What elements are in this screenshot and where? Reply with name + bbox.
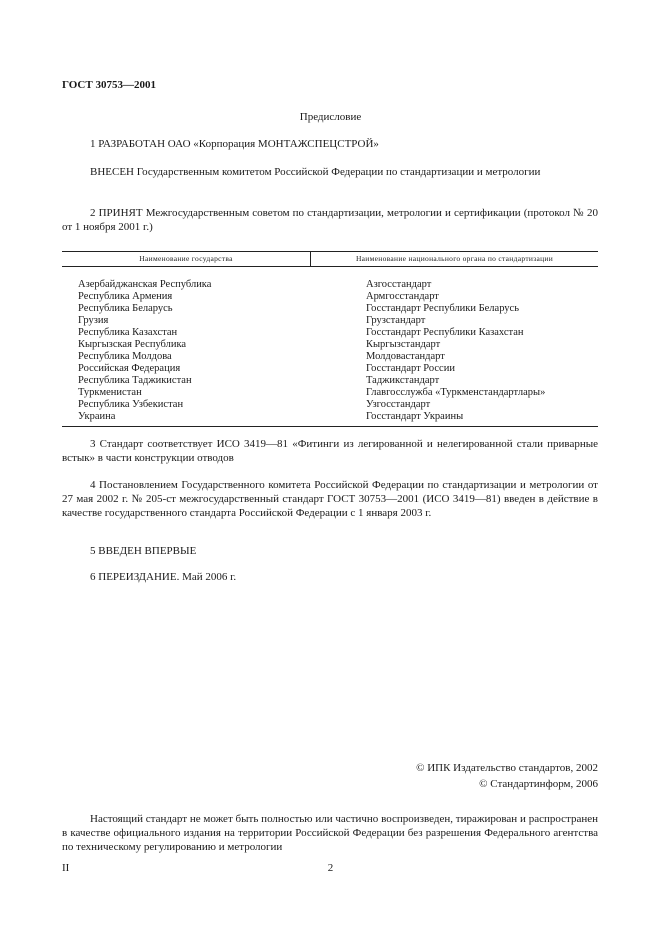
paragraph-reissue: 6 ПЕРЕИЗДАНИЕ. Май 2006 г. [90, 571, 237, 583]
table-cell-state: Республика Беларусь [78, 303, 173, 314]
page-title: Предисловие [299, 111, 362, 123]
table-cell-body: Молдовастандарт [366, 351, 445, 362]
page-number: 2 [327, 862, 334, 874]
table-cell-body: Кыргызстандарт [366, 339, 441, 350]
paragraph-resolution: 4 Постановлением Государственного комитета Российской Федерации по стандартизации и метрологии от 27 мая 2002 г. № 205-ст межгосударственный стандарт ГОСТ 30753—2001 (ИСО 3419—81) введен в действие в качестве государственного стандарта Российской Федерации с 1 января 2003 г. [62, 479, 598, 519]
bodies-column [310, 279, 598, 423]
paragraph-conformity: 3 Стандарт соответствует ИСО 3419—81 «Фитинги из легированной и нелегированной стали приварные встык» в части конструкции отводов [62, 438, 598, 464]
header-body: Наименование национального органа по стандартизации [355, 254, 554, 263]
copyright-notice: Настоящий стандарт не может быть полностью или частично воспроизведен, тиражирован и распространен в качестве официального издания на территории Российской Федерации без разрешения Федерального агентства по техническому регулированию и метрологии [62, 813, 598, 853]
table-cell-state: Грузия [78, 315, 109, 326]
table-cell-state: Республика Армения [78, 291, 173, 302]
table-cell-body: Госстандарт Украины [366, 411, 464, 422]
table-cell-body: Грузстандарт [366, 315, 426, 326]
states-column [62, 279, 310, 423]
copyright-line-2: © Стандартинформ, 2006 [479, 778, 598, 790]
table-cell-body: Главгосслужба «Туркменстандартлары» [366, 387, 546, 398]
member-states-table [62, 251, 598, 427]
table-cell-body: Госстандарт Республики Беларусь [366, 303, 520, 314]
paragraph-adopted: 2 ПРИНЯТ Межгосударственным советом по стандартизации, метрологии и сертификации (протокол № 20 от 1 ноября 2001 г.) [62, 207, 598, 233]
table-cell-body: Армгосстандарт [366, 291, 439, 302]
table-cell-state: Республика Молдова [78, 351, 172, 362]
table-cell-body: Азгосстандарт [366, 279, 432, 290]
table-cell-body: Таджикстандарт [366, 375, 440, 386]
header-state: Наименование государства [62, 252, 311, 266]
table-body [62, 267, 598, 427]
table-header [62, 251, 598, 267]
table-cell-body: Госстандарт Республики Казахстан [366, 327, 524, 338]
roman-page-number: II [62, 862, 70, 874]
table-cell-state: Кыргызская Республика [78, 339, 187, 350]
table-cell-body: Госстандарт России [366, 363, 455, 374]
paragraph-developed: 1 РАЗРАБОТАН ОАО «Корпорация МОНТАЖСПЕЦСТРОЙ» [90, 138, 379, 150]
table-cell-state: Республика Таджикистан [78, 375, 192, 386]
paragraph-introduced: ВНЕСЕН Государственным комитетом Российской Федерации по стандартизации и метрологии [90, 166, 541, 178]
table-cell-state: Украина [78, 411, 116, 422]
copyright-line-1: © ИПК Издательство стандартов, 2002 [416, 762, 598, 774]
table-cell-state: Туркменистан [78, 387, 142, 398]
standard-code: ГОСТ 30753—2001 [62, 79, 156, 91]
table-cell-state: Азербайджанская Республика [78, 279, 212, 290]
table-cell-state: Российская Федерация [78, 363, 181, 374]
table-cell-body: Узгосстандарт [366, 399, 431, 410]
table-cell-state: Республика Казахстан [78, 327, 178, 338]
paragraph-first-time: 5 ВВЕДЕН ВПЕРВЫЕ [90, 545, 197, 557]
table-cell-state: Республика Узбекистан [78, 399, 184, 410]
